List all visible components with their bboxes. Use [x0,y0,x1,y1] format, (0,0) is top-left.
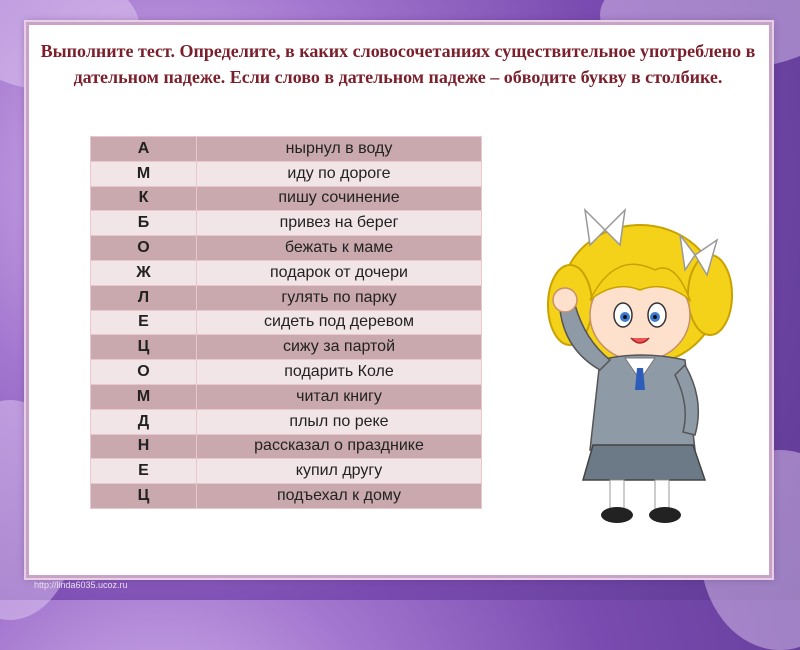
answer-letter[interactable]: М [91,384,197,409]
word-phrase: подъехал к дому [197,484,482,509]
answer-letter[interactable]: Ц [91,335,197,360]
word-phrase: плыл по реке [197,409,482,434]
test-table [90,136,482,509]
instruction-title: Выполните тест. Определите, в каких словосочетаниях существительное употреблено в дательном падеже. Если слово в дательном падеже – обводите букву в столбике. [40,41,756,87]
table-row [91,459,482,484]
answer-letter[interactable]: Н [91,434,197,459]
table-row [91,186,482,211]
word-phrase: рассказал о празднике [197,434,482,459]
word-phrase: гулять по парку [197,285,482,310]
answer-letter[interactable]: О [91,236,197,261]
word-phrase: пишу сочинение [197,186,482,211]
answer-letter[interactable]: Е [91,459,197,484]
table-row [91,360,482,385]
word-phrase: нырнул в воду [197,137,482,162]
answer-letter[interactable]: Л [91,285,197,310]
word-phrase: подарок от дочери [197,260,482,285]
table-row [91,384,482,409]
table-row [91,236,482,261]
table-row [91,285,482,310]
word-phrase: сижу за партой [197,335,482,360]
answer-letter[interactable]: О [91,360,197,385]
answer-letter[interactable]: К [91,186,197,211]
watermark: http://linda6035.ucoz.ru [34,580,128,590]
word-phrase: бежать к маме [197,236,482,261]
word-phrase: читал книгу [197,384,482,409]
answer-letter[interactable]: А [91,137,197,162]
table-row [91,137,482,162]
answer-letter[interactable]: Б [91,211,197,236]
word-phrase: подарить Коле [197,360,482,385]
word-phrase: сидеть под деревом [197,310,482,335]
table-row [91,310,482,335]
table-row [91,335,482,360]
schoolgirl-illustration [545,200,745,530]
answer-letter[interactable]: Е [91,310,197,335]
table-row [91,409,482,434]
table-row [91,260,482,285]
table-row [91,161,482,186]
word-phrase: привез на берег [197,211,482,236]
table-row [91,211,482,236]
word-phrase: иду по дороге [197,161,482,186]
word-phrase: купил другу [197,459,482,484]
table-row [91,484,482,509]
answer-letter[interactable]: М [91,161,197,186]
answer-letter[interactable]: Ж [91,260,197,285]
answer-letter[interactable]: Д [91,409,197,434]
answer-letter[interactable]: Ц [91,484,197,509]
table-row [91,434,482,459]
